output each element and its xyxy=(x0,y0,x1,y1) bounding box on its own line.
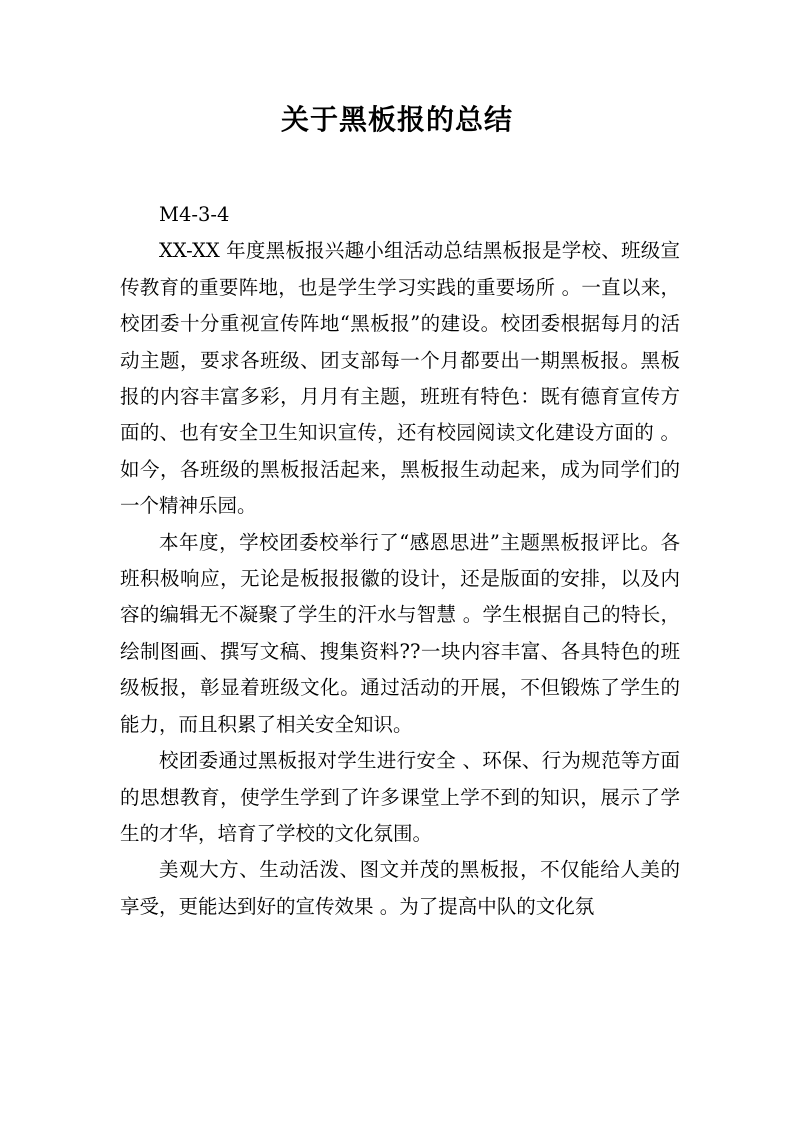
paragraph-1: XX-XX 年度黑板报兴趣小组活动总结黑板报是学校、班级宣传教育的重要阵地，也是学生学习实践的重要场所 。一直以来，校团委十分重视宣传阵地“黑板报”的建设。校团委根据每月的活动主题，要求各班级、团支部每一个月都要出一期黑板报。黑板报的内容丰富多彩，月月有主题，班班有特色：既有德育宣传方面的、也有安全卫生知识宣传，还有校园阅读文化建设方面的 。如今，各班级的黑板报活起来，黑板报生动起来，成为同学们的一个精神乐园。 xyxy=(120,239,680,518)
paragraph-3: 校团委通过黑板报对学生进行安全 、环保、行为规范等方面的思想教育，使学生学到了许多课堂上学不到的知识，展示了学生的才华，培育了学校的文化氛围。 xyxy=(120,749,680,845)
paragraph-2: 本年度，学校团委校举行了“感恩思进”主题黑板报评比。各班积极响应，无论是板报报徽的设计，还是版面的安排，以及内容的编辑无不凝聚了学生的汗水与智慧 。学生根据自己的特长，绘制图画、撰写文稿、搜集资料??一块内容丰富、各具特色的班级板报，彰显着班级文化。通过活动的开展，不但锻炼了学生的能力，而且积累了相关安全知识。 xyxy=(120,530,680,736)
document-body xyxy=(120,197,680,925)
document-title: 关于黑板报的总结 xyxy=(280,103,513,136)
document-code: M4-3-4 xyxy=(159,203,230,226)
paragraph-4: 美观大方、生动活泼、图文并茂的黑板报，不仅能给人美的享受，更能达到好的宣传效果 。为了提高中队的文化氛 xyxy=(120,858,680,918)
